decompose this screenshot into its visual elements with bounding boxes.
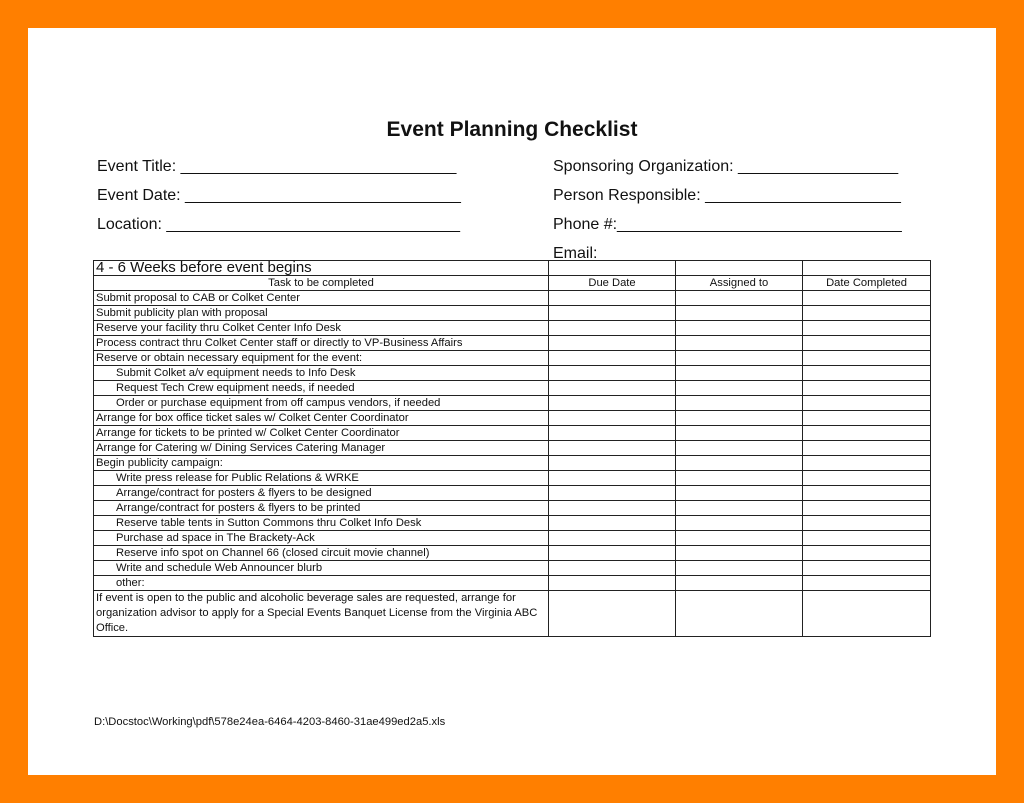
event-date-field: Event Date: _______________________________ — [97, 187, 461, 204]
location-field: Location: _________________________________ — [97, 216, 461, 233]
checklist-table — [93, 260, 931, 637]
task-cell: Begin publicity campaign: — [94, 456, 549, 471]
page-title: Event Planning Checklist — [386, 118, 638, 141]
section-header-row — [94, 261, 931, 276]
section-title: 4 - 6 Weeks before event begins — [94, 261, 549, 276]
header-assigned-to: Assigned to — [676, 276, 803, 291]
task-cell: Request Tech Crew equipment needs, if needed — [94, 381, 549, 396]
table-row — [94, 531, 931, 546]
table-row — [94, 426, 931, 441]
task-cell: Reserve or obtain necessary equipment for the event: — [94, 351, 549, 366]
task-cell: Arrange for tickets to be printed w/ Colket Center Coordinator — [94, 426, 549, 441]
table-row — [94, 366, 931, 381]
table-row — [94, 411, 931, 426]
task-cell: Order or purchase equipment from off campus vendors, if needed — [94, 396, 549, 411]
table-row — [94, 516, 931, 531]
phone-field: Phone #:________________________________ — [553, 216, 902, 233]
table-row — [94, 486, 931, 501]
table-row — [94, 471, 931, 486]
event-title-field: Event Title: _______________________________ — [97, 158, 457, 175]
task-cell: Reserve your facility thru Colket Center Info Desk — [94, 321, 549, 336]
table-row — [94, 501, 931, 516]
column-header-row — [94, 276, 931, 291]
task-cell: Purchase ad space in The Brackety-Ack — [94, 531, 549, 546]
task-cell: If event is open to the public and alcoholic beverage sales are requested, arrange for organization advisor to apply for a Special Events Banquet License from the Virginia ABC Office. — [94, 591, 549, 637]
task-cell: Write press release for Public Relations & WRKE — [94, 471, 549, 486]
table-row — [94, 546, 931, 561]
table-row — [94, 381, 931, 396]
sponsoring-organization-field: Sponsoring Organization: __________________ — [553, 158, 899, 175]
task-cell: Process contract thru Colket Center staff or directly to VP-Business Affairs — [94, 336, 549, 351]
task-cell: Reserve info spot on Channel 66 (closed circuit movie channel) — [94, 546, 549, 561]
table-row — [94, 441, 931, 456]
task-cell: Arrange/contract for posters & flyers to be printed — [94, 501, 549, 516]
task-cell: Submit proposal to CAB or Colket Center — [94, 291, 549, 306]
contact-info-fields — [553, 156, 902, 272]
table-row — [94, 321, 931, 336]
header-task: Task to be completed — [94, 276, 549, 291]
table-row — [94, 561, 931, 576]
header-due-date: Due Date — [549, 276, 676, 291]
task-cell: Submit Colket a/v equipment needs to Info Desk — [94, 366, 549, 381]
table-row — [94, 591, 931, 637]
event-info-fields — [97, 156, 461, 243]
table-row — [94, 306, 931, 321]
task-cell: Submit publicity plan with proposal — [94, 306, 549, 321]
task-cell: Write and schedule Web Announcer blurb — [94, 561, 549, 576]
task-cell: Arrange for box office ticket sales w/ Colket Center Coordinator — [94, 411, 549, 426]
table-row — [94, 576, 931, 591]
file-path-footer: D:\Docstoc\Working\pdf\578e24ea-6464-4203-8460-31ae499ed2a5.xls — [94, 716, 446, 728]
table-row — [94, 396, 931, 411]
table-row — [94, 336, 931, 351]
table-row — [94, 291, 931, 306]
email-field: Email: _________________________________ — [553, 245, 896, 262]
task-cell: Reserve table tents in Sutton Commons thru Colket Info Desk — [94, 516, 549, 531]
task-cell: Arrange/contract for posters & flyers to be designed — [94, 486, 549, 501]
document-page — [28, 28, 996, 775]
header-date-completed: Date Completed — [803, 276, 931, 291]
table-row — [94, 456, 931, 471]
task-cell: other: — [94, 576, 549, 591]
person-responsible-field: Person Responsible: ______________________ — [553, 187, 901, 204]
task-cell: Arrange for Catering w/ Dining Services Catering Manager — [94, 441, 549, 456]
table-row — [94, 351, 931, 366]
